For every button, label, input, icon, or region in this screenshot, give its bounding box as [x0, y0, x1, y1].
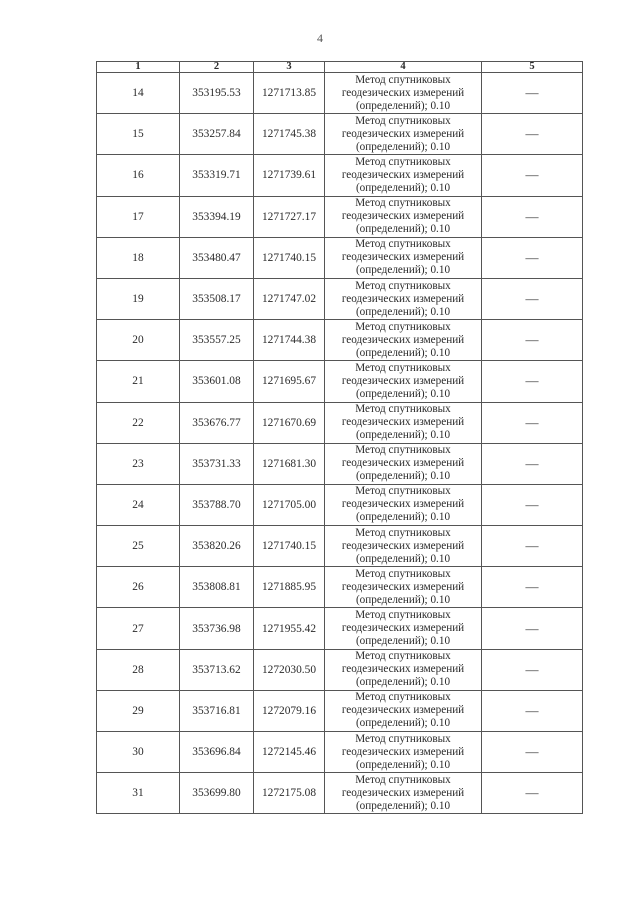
column-5-cell: —	[482, 320, 583, 361]
table-row	[97, 608, 583, 649]
column-header-1: 1	[97, 62, 180, 73]
column-5-cell: —	[482, 114, 583, 155]
x-coordinate-cell: 353557.25	[180, 320, 254, 361]
column-5-cell: —	[482, 526, 583, 567]
point-number-cell: 21	[97, 361, 180, 402]
table-row	[97, 567, 583, 608]
table-row	[97, 526, 583, 567]
point-number-cell: 25	[97, 526, 180, 567]
column-5-cell: —	[482, 155, 583, 196]
method-cell: Метод спутниковых геодезических измерений (определений); 0.10	[325, 690, 482, 731]
y-coordinate-cell: 1272145.46	[254, 732, 325, 773]
column-5-cell: —	[482, 361, 583, 402]
x-coordinate-cell: 353480.47	[180, 237, 254, 278]
point-number-cell: 28	[97, 649, 180, 690]
column-5-cell: —	[482, 608, 583, 649]
column-5-cell: —	[482, 567, 583, 608]
column-5-cell: —	[482, 690, 583, 731]
method-cell: Метод спутниковых геодезических измерений (определений); 0.10	[325, 73, 482, 114]
method-cell: Метод спутниковых геодезических измерений (определений); 0.10	[325, 443, 482, 484]
method-cell: Метод спутниковых геодезических измерений (определений); 0.10	[325, 773, 482, 814]
method-cell: Метод спутниковых геодезических измерений (определений); 0.10	[325, 526, 482, 567]
table-row	[97, 361, 583, 402]
column-5-cell: —	[482, 773, 583, 814]
method-cell: Метод спутниковых геодезических измерений (определений); 0.10	[325, 196, 482, 237]
method-cell: Метод спутниковых геодезических измерений (определений); 0.10	[325, 484, 482, 525]
x-coordinate-cell: 353257.84	[180, 114, 254, 155]
point-number-cell: 20	[97, 320, 180, 361]
y-coordinate-cell: 1271681.30	[254, 443, 325, 484]
x-coordinate-cell: 353808.81	[180, 567, 254, 608]
table-row	[97, 732, 583, 773]
x-coordinate-cell: 353676.77	[180, 402, 254, 443]
y-coordinate-cell: 1272030.50	[254, 649, 325, 690]
y-coordinate-cell: 1272175.08	[254, 773, 325, 814]
point-number-cell: 16	[97, 155, 180, 196]
x-coordinate-cell: 353319.71	[180, 155, 254, 196]
point-number-cell: 18	[97, 237, 180, 278]
point-number-cell: 17	[97, 196, 180, 237]
y-coordinate-cell: 1272079.16	[254, 690, 325, 731]
point-number-cell: 23	[97, 443, 180, 484]
table-row	[97, 649, 583, 690]
x-coordinate-cell: 353699.80	[180, 773, 254, 814]
y-coordinate-cell: 1271727.17	[254, 196, 325, 237]
column-5-cell: —	[482, 237, 583, 278]
column-5-cell: —	[482, 196, 583, 237]
table-header-row	[97, 62, 583, 73]
table-row	[97, 73, 583, 114]
table-row	[97, 402, 583, 443]
method-cell: Метод спутниковых геодезических измерений (определений); 0.10	[325, 608, 482, 649]
method-cell: Метод спутниковых геодезических измерений (определений); 0.10	[325, 114, 482, 155]
point-number-cell: 15	[97, 114, 180, 155]
point-number-cell: 14	[97, 73, 180, 114]
column-5-cell: —	[482, 278, 583, 319]
column-header-2: 2	[180, 62, 254, 73]
table-row	[97, 237, 583, 278]
method-cell: Метод спутниковых геодезических измерений (определений); 0.10	[325, 237, 482, 278]
table-row	[97, 484, 583, 525]
column-header-4: 4	[325, 62, 482, 73]
table-row	[97, 773, 583, 814]
y-coordinate-cell: 1271705.00	[254, 484, 325, 525]
column-header-5: 5	[482, 62, 583, 73]
method-cell: Метод спутниковых геодезических измерений (определений); 0.10	[325, 732, 482, 773]
y-coordinate-cell: 1271740.15	[254, 526, 325, 567]
page-number: 4	[317, 31, 323, 45]
y-coordinate-cell: 1271745.38	[254, 114, 325, 155]
table-row	[97, 320, 583, 361]
method-cell: Метод спутниковых геодезических измерений (определений); 0.10	[325, 402, 482, 443]
point-number-cell: 22	[97, 402, 180, 443]
point-number-cell: 29	[97, 690, 180, 731]
point-number-cell: 30	[97, 732, 180, 773]
column-5-cell: —	[482, 443, 583, 484]
table-row	[97, 278, 583, 319]
y-coordinate-cell: 1271955.42	[254, 608, 325, 649]
table-row	[97, 196, 583, 237]
x-coordinate-cell: 353713.62	[180, 649, 254, 690]
x-coordinate-cell: 353716.81	[180, 690, 254, 731]
column-5-cell: —	[482, 649, 583, 690]
point-number-cell: 24	[97, 484, 180, 525]
column-5-cell: —	[482, 484, 583, 525]
coordinates-table	[96, 61, 583, 814]
table-row	[97, 155, 583, 196]
table-row	[97, 443, 583, 484]
x-coordinate-cell: 353788.70	[180, 484, 254, 525]
x-coordinate-cell: 353601.08	[180, 361, 254, 402]
y-coordinate-cell: 1271740.15	[254, 237, 325, 278]
x-coordinate-cell: 353820.26	[180, 526, 254, 567]
point-number-cell: 27	[97, 608, 180, 649]
point-number-cell: 31	[97, 773, 180, 814]
y-coordinate-cell: 1271670.69	[254, 402, 325, 443]
x-coordinate-cell: 353696.84	[180, 732, 254, 773]
column-5-cell: —	[482, 73, 583, 114]
method-cell: Метод спутниковых геодезических измерений (определений); 0.10	[325, 278, 482, 319]
method-cell: Метод спутниковых геодезических измерений (определений); 0.10	[325, 155, 482, 196]
y-coordinate-cell: 1271744.38	[254, 320, 325, 361]
x-coordinate-cell: 353731.33	[180, 443, 254, 484]
column-5-cell: —	[482, 402, 583, 443]
y-coordinate-cell: 1271739.61	[254, 155, 325, 196]
x-coordinate-cell: 353195.53	[180, 73, 254, 114]
y-coordinate-cell: 1271713.85	[254, 73, 325, 114]
y-coordinate-cell: 1271885.95	[254, 567, 325, 608]
table-body	[97, 73, 583, 814]
x-coordinate-cell: 353736.98	[180, 608, 254, 649]
x-coordinate-cell: 353508.17	[180, 278, 254, 319]
point-number-cell: 19	[97, 278, 180, 319]
point-number-cell: 26	[97, 567, 180, 608]
table-row	[97, 114, 583, 155]
x-coordinate-cell: 353394.19	[180, 196, 254, 237]
y-coordinate-cell: 1271695.67	[254, 361, 325, 402]
table-row	[97, 690, 583, 731]
column-5-cell: —	[482, 732, 583, 773]
column-header-3: 3	[254, 62, 325, 73]
method-cell: Метод спутниковых геодезических измерений (определений); 0.10	[325, 320, 482, 361]
method-cell: Метод спутниковых геодезических измерений (определений); 0.10	[325, 567, 482, 608]
method-cell: Метод спутниковых геодезических измерений (определений); 0.10	[325, 361, 482, 402]
y-coordinate-cell: 1271747.02	[254, 278, 325, 319]
method-cell: Метод спутниковых геодезических измерений (определений); 0.10	[325, 649, 482, 690]
